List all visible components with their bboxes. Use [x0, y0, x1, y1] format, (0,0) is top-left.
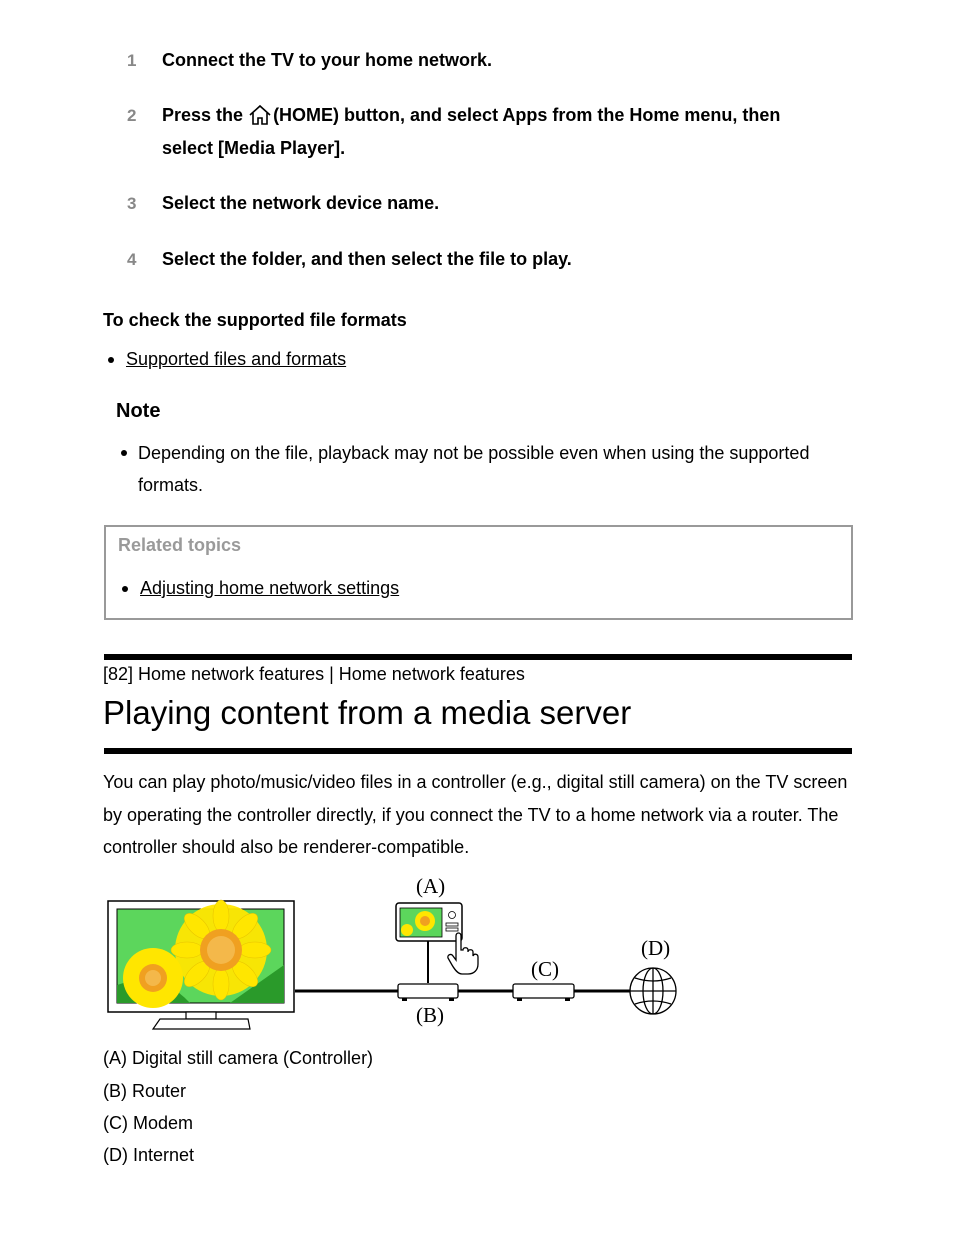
label-c: (C) [531, 957, 559, 981]
modem-icon [513, 984, 574, 1001]
step-text-after: (HOME) button, and select Apps from the Home menu, then select [Media Player]. [162, 105, 781, 158]
formats-heading: To check the supported file formats [103, 310, 407, 330]
step-number: 1 [127, 51, 137, 70]
note-title: Note [116, 400, 161, 422]
legend-item-d: (D) Internet [103, 1145, 195, 1165]
related-topics-title: Related topics [118, 535, 242, 555]
section-divider-top [104, 654, 852, 660]
step-text [162, 99, 822, 165]
bullet-icon [122, 586, 128, 592]
digital-camera-icon [396, 903, 462, 941]
network-diagram [100, 870, 700, 1040]
label-d: (D) [641, 936, 671, 960]
tv-icon [108, 900, 294, 1029]
step-number: 3 [127, 194, 137, 213]
step-text-before: Press the [162, 105, 244, 125]
bullet-icon [121, 450, 127, 456]
legend-item-a: (A) Digital still camera (Controller) [103, 1048, 374, 1068]
note-text: Depending on the file, playback may not be possible even when using the supported formats. [138, 443, 810, 495]
adjusting-home-network-link[interactable]: Adjusting home network settings [140, 578, 400, 598]
bullet-icon [108, 357, 114, 363]
step-number: 2 [127, 106, 137, 125]
step-text: Connect the TV to your home network. [162, 50, 493, 70]
label-a: (A) [416, 874, 446, 898]
label-b: (B) [416, 1003, 444, 1027]
step-text: Select the network device name. [162, 193, 440, 213]
related-list-item [122, 578, 399, 599]
step-number: 4 [127, 250, 137, 269]
section-divider-bottom [104, 748, 852, 754]
sunflower-small [123, 948, 183, 1008]
breadcrumb: [82] Home network features | Home network features [103, 664, 525, 684]
related-topics-box [104, 525, 853, 620]
note-item [121, 437, 851, 501]
sunflower-big [171, 900, 271, 1000]
formats-list-item [108, 349, 346, 370]
page-title: Playing content from a media server [103, 694, 632, 731]
supported-files-link[interactable]: Supported files and formats [126, 349, 347, 369]
legend-item-c: (C) Modem [103, 1113, 194, 1133]
globe-icon [630, 968, 676, 1014]
intro-paragraph: You can play photo/music/video files in a controller (e.g., digital still camera) on the TV screen by operating the controller directly, if you connect the TV to a home network via a router. The controller should also be renderer-compatible. [103, 772, 848, 857]
home-icon [248, 104, 272, 126]
step-text: Select the folder, and then select the file to play. [162, 249, 572, 269]
router-icon [398, 984, 458, 1001]
legend-item-b: (B) Router [103, 1081, 187, 1101]
